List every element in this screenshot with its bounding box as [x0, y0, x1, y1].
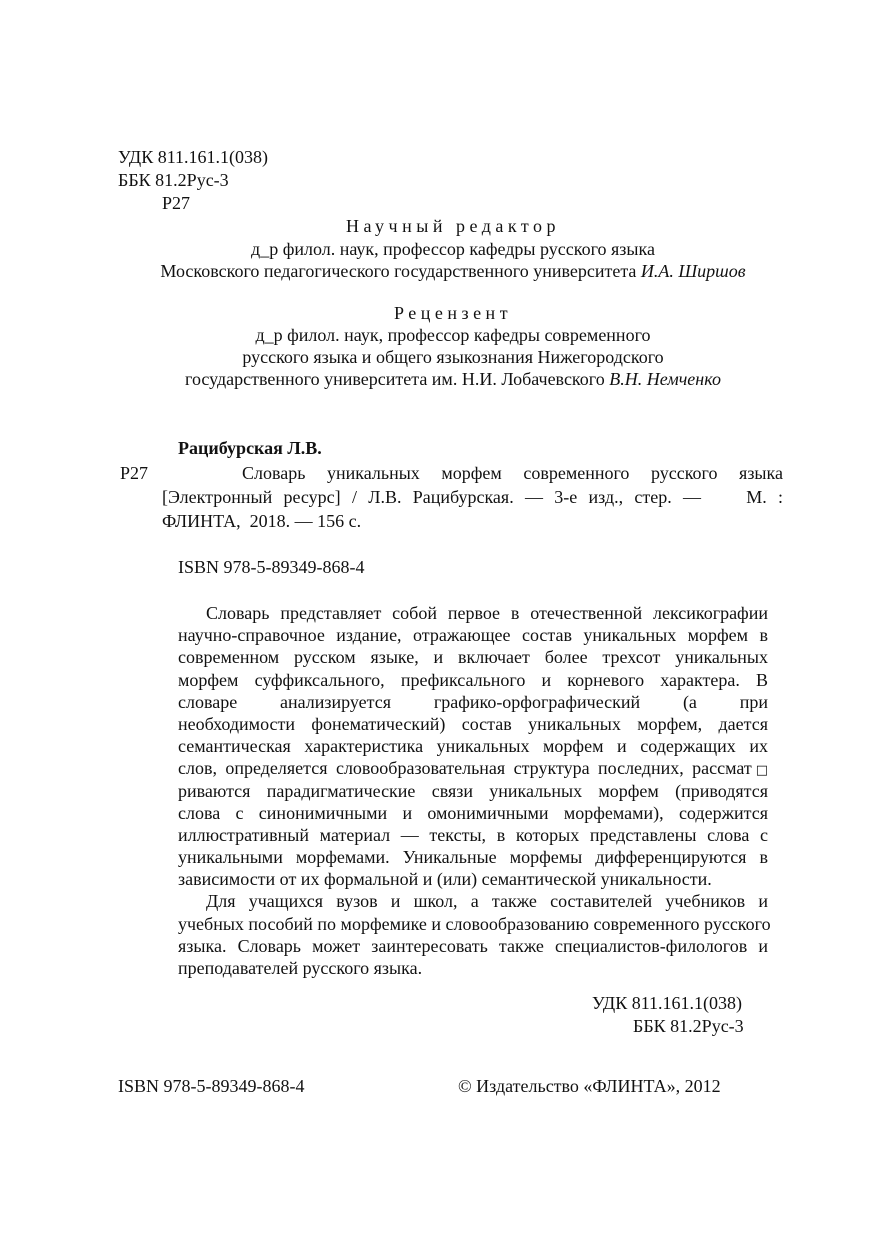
abstract-line: Для учащихся вузов и школ, а также составителей учебников и [206, 891, 768, 912]
bib-resource-line: [Электронный ресурс] / Л.В. Рацибурская. — 3-е изд., стер. — М. : [162, 487, 783, 507]
bib-isbn: ISBN 978-5-89349-868-4 [178, 557, 365, 577]
copyright-notice: © Издательство «ФЛИНТА», 2012 [458, 1076, 721, 1096]
abstract-line: словаре анализируется графико-орфографический (а при [178, 691, 768, 712]
abstract-line: морфем суффиксального, префиксального и корневого характера. В [178, 669, 768, 690]
reviewer-credentials-line-1: д_р филол. наук, профессор кафедры современного [255, 325, 651, 345]
abstract-line: риваются парадигматические связи уникальных морфем (приводятся [178, 780, 768, 801]
footer-bbk-code: ББК 81.2Рус-3 [633, 1016, 744, 1036]
bib-publisher-line: ФЛИНТА, 2018. — 156 с. [162, 511, 362, 531]
editor-name: И.А. Ширшов [640, 261, 746, 281]
abstract-line: учебных пособий по морфемике и словообразованию современного русского [178, 913, 771, 934]
abstract-line: научно-справочное издание, отражающее состав уникальных морфем в [178, 625, 768, 646]
footer-isbn: ISBN 978-5-89349-868-4 [118, 1076, 305, 1096]
abstract-line: современном русском языке, и включает более трехсот уникальных [178, 647, 768, 668]
reviewer-name: В.Н. Немченко [609, 369, 721, 389]
abstract-line: иллюстративный материал — тексты, в которых представлены слова с [178, 824, 768, 845]
bbk-code: ББК 81.2Рус-3 [118, 170, 229, 190]
abstract-line: Словарь представляет собой первое в отечественной лексикографии [206, 603, 768, 623]
abstract [178, 602, 771, 979]
bib-title-line: Словарь уникальных морфем современного русского языка [242, 463, 783, 483]
editor-heading: Научный редактор [345, 216, 561, 236]
abstract-line: необходимости фонематический) состав уникальных морфем, дается [178, 713, 768, 734]
author-sign-code: Р27 [162, 193, 191, 213]
abstract-line: языка. Словарь может заинтересовать также специалистов-филологов и [178, 935, 768, 956]
author-heading: Рацибурская Л.В. [178, 438, 322, 458]
abstract-line: слов, определяется словообразовательная структура последних, рассмат□ [178, 758, 768, 779]
editor-credentials-line-1: д_р филол. наук, профессор кафедры русского языка [251, 239, 655, 259]
reviewer-credentials-line-3: государственного университета им. Н.И. Лобачевского В.Н. Немченко [185, 369, 721, 389]
udk-code: УДК 811.161.1(038) [118, 147, 269, 167]
abstract-line: зависимости от их формальной и (или) семантической уникальности. [178, 869, 712, 890]
reviewer-heading: Рецензент [393, 303, 513, 323]
abstract-line: уникальными морфемами. Уникальные морфемы дифференцируются в [178, 847, 768, 868]
abstract-line: преподавателей русского языка. [178, 958, 423, 978]
missing-glyph-box: □ [751, 763, 768, 779]
reviewer-credentials-line-2: русского языка и общего языкознания Нижегородского [242, 347, 664, 367]
abstract-line: слова с синонимичными и омонимичными морфемами), содержится [178, 802, 768, 823]
editor-credentials-line-2: Московского педагогического государственного университета И.А. Ширшов [160, 261, 746, 281]
footer-udk-code: УДК 811.161.1(038) [592, 993, 743, 1013]
abstract-line: семантическая характеристика уникальных морфем и содержащих их [178, 736, 768, 757]
bib-author-sign: Р27 [120, 463, 149, 483]
